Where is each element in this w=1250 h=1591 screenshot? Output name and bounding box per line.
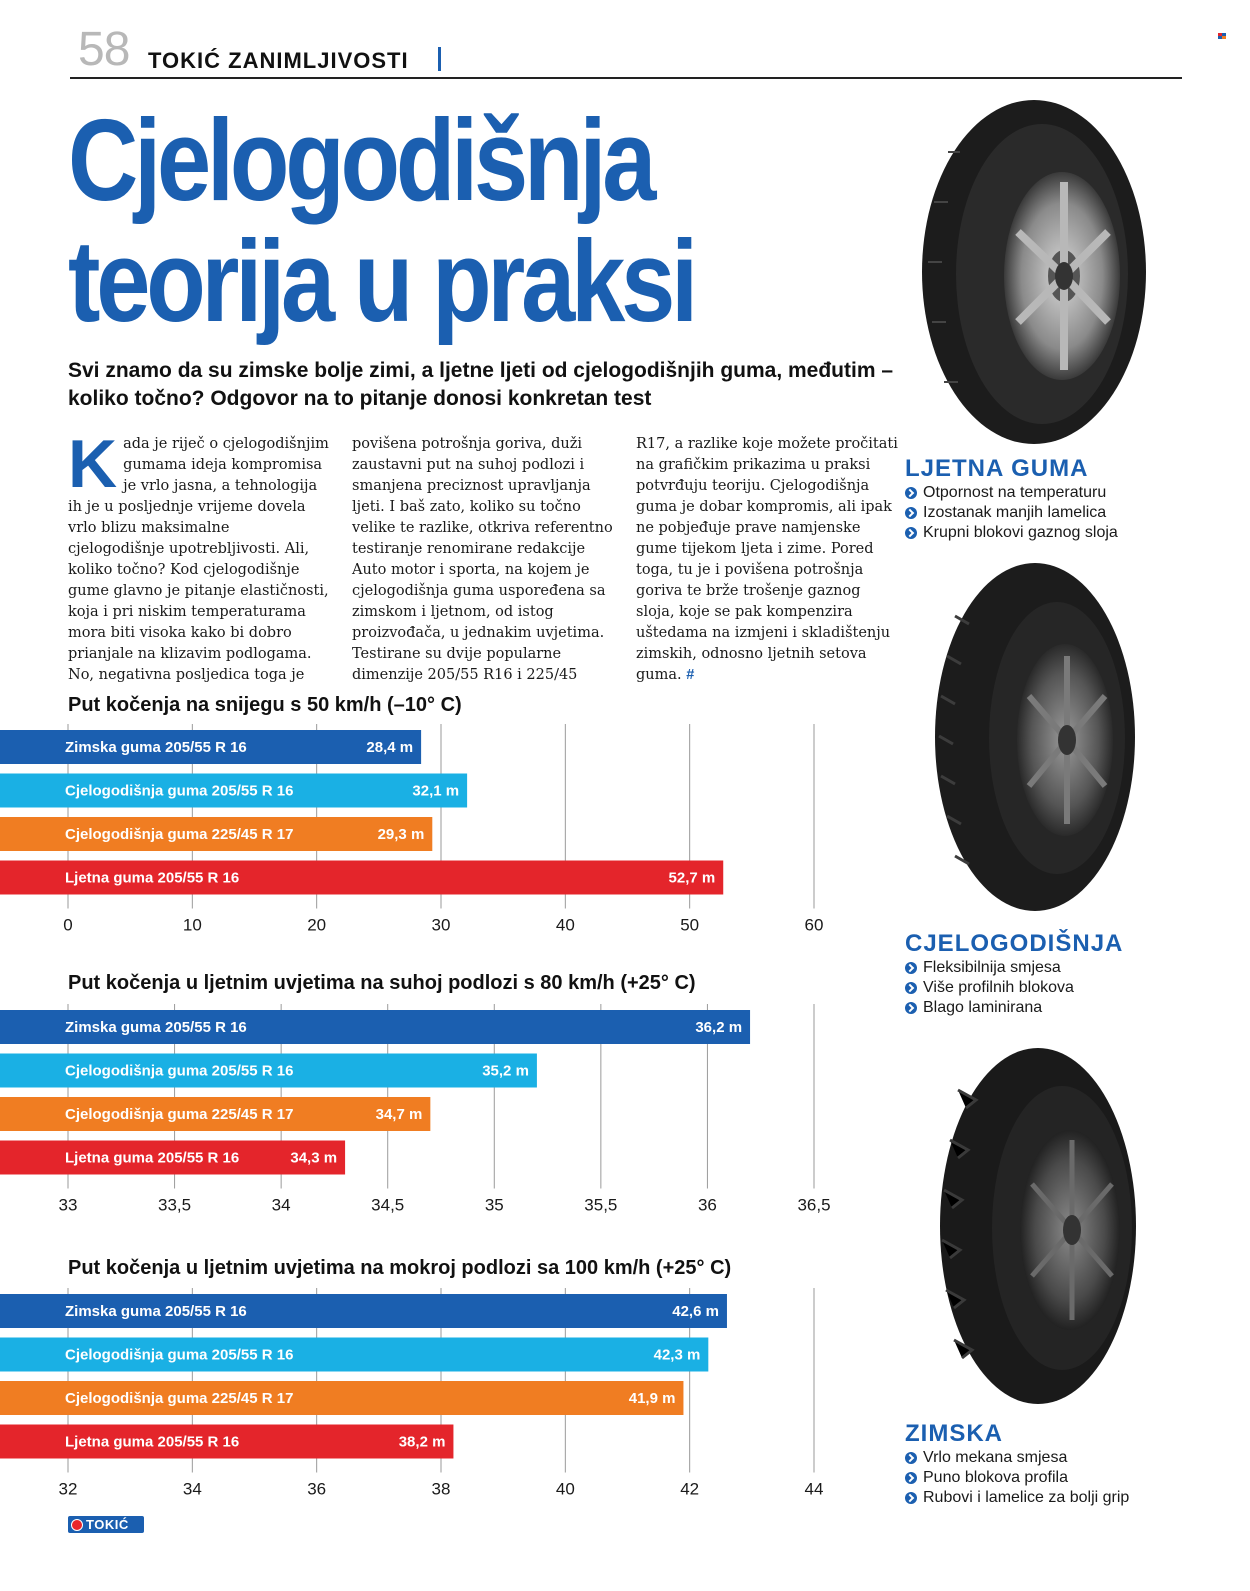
bar-category-label: Cjelogodišnja guma 225/45 R 17 [65, 826, 294, 843]
bar-value-label: 36,2 m [695, 1019, 743, 1036]
feature-label: Više profilnih blokova [923, 979, 1074, 996]
bar-value-label: 41,9 m [628, 1390, 676, 1407]
bar-category-label: Cjelogodišnja guma 225/45 R 17 [65, 1106, 294, 1123]
tyre-winter-title: ZIMSKA [905, 1420, 1003, 1447]
bar-category-label: Cjelogodišnja guma 205/55 R 16 [65, 782, 294, 800]
feature-item [905, 1488, 1129, 1508]
bar-category-label: Ljetna guma 205/55 R 16 [65, 1149, 240, 1167]
tick-label: 44 [804, 1479, 824, 1499]
tick-label: 40 [555, 1479, 575, 1499]
tyre-winter-info [905, 1420, 1129, 1508]
bar-value-label: 38,2 m [398, 1433, 446, 1451]
tyre-summer-info [905, 455, 1118, 543]
tick-label: 34 [182, 1479, 202, 1499]
arrow-bullet-icon [905, 1452, 917, 1464]
tick-label: 34,5 [371, 1195, 405, 1215]
tick-label: 33 [58, 1195, 78, 1215]
tick-label: 38 [431, 1479, 451, 1499]
tyre-allseason-info [905, 930, 1123, 1018]
bar-category-label: Zimska guma 205/55 R 16 [65, 739, 247, 756]
bar-category-label: Cjelogodišnja guma 205/55 R 16 [65, 1062, 294, 1080]
brand-mark-icon [1218, 33, 1226, 39]
summer-tyre-icon [912, 92, 1156, 452]
feature-label: Vrlo mekana smjesa [923, 1449, 1068, 1466]
end-mark: # [686, 667, 695, 683]
logo-dot-icon [71, 1519, 83, 1531]
feature-label: Blago laminirana [923, 999, 1043, 1016]
tick-label: 35 [484, 1195, 504, 1215]
chart-2-title: Put kočenja u ljetnim uvjetima na suhoj podlozi s 80 km/h (+25° C) [68, 972, 696, 994]
chart-3-title: Put kočenja u ljetnim uvjetima na mokroj podlozi sa 100 km/h (+25° C) [68, 1257, 732, 1279]
bar-value-label: 42,6 m [672, 1303, 719, 1320]
tick-label: 10 [182, 915, 202, 935]
feature-label: Otpornost na temperaturu [923, 484, 1107, 501]
tick-label: 35,5 [584, 1195, 618, 1215]
feature-item [905, 483, 1118, 503]
tokic-logo [68, 1516, 144, 1533]
tick-label: 42 [680, 1479, 700, 1499]
bar-category-label: Cjelogodišnja guma 225/45 R 17 [65, 1390, 294, 1407]
column-3-text: R17, a razlike koje možete pročitati na grafičkim prikazima u praksi potvrđuju teoriju. Cjelogodišnja guma je dobar kompromis, ali ipak ne pobjeđuje prave namjenske gume tijekom ljeta i zime. Pored toga, tu je i povišena potrošnja goriva te brže trošenje gaznog sloja, koje se pak kompenzira uštedama na izmjeni i skladištenju zimskih, odnosno ljetnih setova guma. [636, 436, 898, 683]
feature-label: Puno blokova profila [923, 1469, 1068, 1486]
bar-category-label: Ljetna guma 205/55 R 16 [65, 1433, 240, 1451]
feature-item [905, 523, 1118, 543]
tick-label: 36,5 [797, 1195, 831, 1215]
headline [68, 95, 694, 346]
arrow-bullet-icon [905, 1492, 917, 1504]
feature-label: Rubovi i lamelice za bolji grip [923, 1489, 1130, 1506]
tick-label: 60 [804, 915, 824, 935]
column-2-text: povišena potrošnja goriva, duži zaustavni put na suhoj podlozi i smanjena preciznost upravljanja ljeti. I baš zato, koliko su točno velike te razlike, otkriva referentno testiranje renomirane redakcije Auto motor i sporta, na kojem je cjelogodišnja guma uspoređena sa zimskom i ljetnom, od istog proizvođača, u jednakim uvjetima. Testirane su dvije popularne dimenzije 205/55 R16 i 225/45 [352, 436, 613, 683]
arrow-bullet-icon [905, 1472, 917, 1484]
tick-label: 40 [555, 915, 575, 935]
feature-label: Krupni blokovi gaznog sloja [923, 524, 1118, 541]
bar-value-label: 32,1 m [412, 782, 460, 800]
arrow-bullet-icon [905, 982, 917, 994]
tick-label: 34 [271, 1195, 291, 1215]
all-season-tyre-icon [925, 556, 1149, 918]
logo-text: TOKIĆ [86, 1517, 129, 1532]
headline-line-1: Cjelogodišnja [68, 95, 653, 225]
winter-tyre-icon [930, 1040, 1152, 1412]
article-column-2 [352, 434, 614, 686]
tick-label: 50 [680, 915, 700, 935]
bar-category-label: Ljetna guma 205/55 R 16 [65, 869, 240, 887]
bar-value-label: 52,7 m [668, 869, 716, 887]
section-title: TOKIĆ ZANIMLJIVOSTI [148, 48, 409, 73]
bar-value-label: 35,2 m [482, 1062, 529, 1080]
headline-line-2: teorija u praksi [68, 216, 694, 346]
article-column-3 [636, 434, 898, 686]
drop-cap: K [68, 426, 118, 502]
arrow-bullet-icon [905, 1002, 917, 1014]
feature-item [905, 958, 1123, 978]
tick-label: 20 [307, 915, 327, 935]
page-number: 58 [78, 23, 130, 76]
feature-item [905, 1468, 1129, 1488]
tick-label: 0 [63, 915, 73, 935]
tick-label: 36 [697, 1195, 717, 1215]
bar-category-label: Zimska guma 205/55 R 16 [65, 1303, 247, 1320]
feature-item [905, 1448, 1129, 1468]
tick-label: 30 [431, 915, 451, 935]
feature-label: Izostanak manjih lamelica [923, 504, 1107, 521]
header-rule [70, 77, 1182, 79]
chart-wet-braking [0, 1288, 880, 1520]
chart-snow-braking [0, 724, 880, 956]
bar-value-label: 28,4 m [366, 739, 414, 756]
bar-value-label: 34,7 m [375, 1106, 423, 1123]
feature-item [905, 998, 1123, 1018]
feature-item [905, 503, 1118, 523]
bar-value-label: 34,3 m [290, 1149, 338, 1167]
chart-1-title: Put kočenja na snijegu s 50 km/h (–10° C) [68, 694, 462, 716]
tick-label: 32 [58, 1479, 78, 1499]
tick-label: 33,5 [158, 1195, 192, 1215]
tick-label: 36 [307, 1479, 327, 1499]
bar-value-label: 42,3 m [653, 1346, 701, 1364]
bar-category-label: Zimska guma 205/55 R 16 [65, 1019, 247, 1036]
chart-dry-braking [0, 1004, 880, 1236]
tyre-allseason-title: CJELOGODIŠNJA [905, 930, 1124, 957]
arrow-bullet-icon [905, 507, 917, 519]
arrow-bullet-icon [905, 487, 917, 499]
arrow-bullet-icon [905, 527, 917, 539]
feature-label: Fleksibilnija smjesa [923, 959, 1061, 976]
tyre-summer-title: LJETNA GUMA [905, 455, 1089, 482]
column-1-text: ada je riječ o cjelogodišnjim gumama ideja kompromisa je vrlo jasna, a tehnologija ih je u posljednje vrijeme dovela vrlo blizu maksimalne cjelogodišnje upotrebljivosti. Ali, koliko točno? Kod cjelogodišnje gume glavno je pitanje elastičnosti, koja i pri niskim temperaturama mora biti visoka kako bi dobro prianjale na klizavim podlogama. No, negativna posljedica toga je [68, 436, 329, 683]
arrow-bullet-icon [905, 962, 917, 974]
bar-value-label: 29,3 m [377, 826, 425, 843]
feature-item [905, 978, 1123, 998]
subheadline: Svi znamo da su zimske bolje zimi, a ljetne ljeti od cjelogodišnjih guma, međutim – koliko točno? Odgovor na to pitanje donosi konkretan test [68, 359, 894, 410]
section-divider [438, 47, 441, 71]
bar-category-label: Cjelogodišnja guma 205/55 R 16 [65, 1346, 294, 1364]
article-column-1 [68, 426, 330, 686]
